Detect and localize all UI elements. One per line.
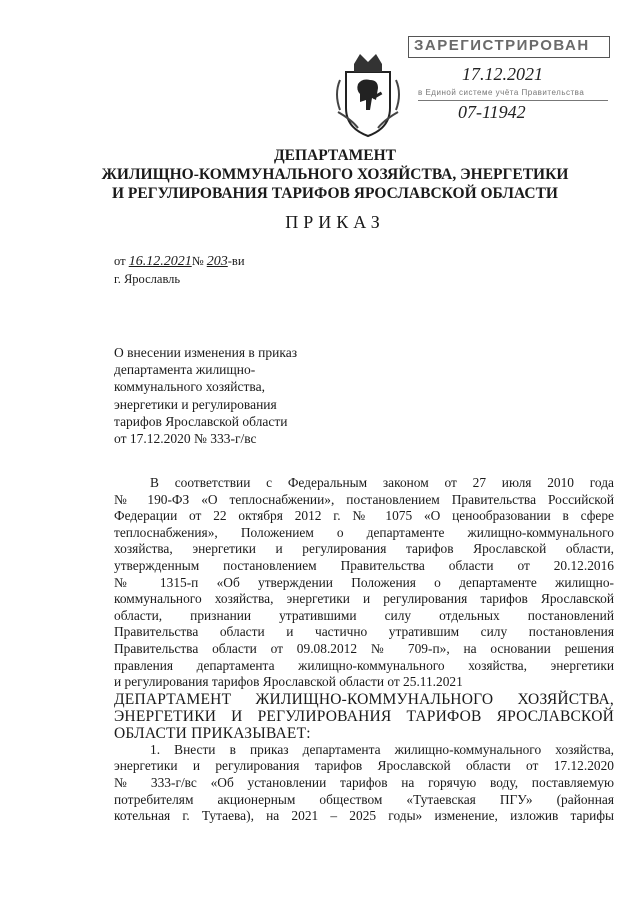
order-subject bbox=[114, 344, 344, 447]
order-body bbox=[114, 475, 614, 825]
body-line: энергетики и регулирования тарифов Ярославской области от 17.12.2020 bbox=[114, 758, 614, 774]
body-line: Федерации от 22 октября 2012 г. № 1075 «О ценообразовании в сфере bbox=[114, 508, 614, 524]
body-line: В соответствии с Федеральным законом от 27 июля 2010 года bbox=[150, 475, 614, 490]
department-title-line-1: ДЕПАРТАМЕНТ bbox=[273, 147, 397, 164]
document-type: ПРИКАЗ bbox=[285, 212, 385, 232]
body-line: теплоснабжения», Положением о департаменте жилищно-коммунального bbox=[114, 524, 614, 540]
body-line: Правительства области от 09.08.2012 № 709-п», на основании решения bbox=[114, 640, 614, 656]
body-line: № 1315-п «Об утверждении Положения о департаменте жилищно- bbox=[114, 574, 614, 590]
order-city: г. Ярославль bbox=[114, 272, 181, 286]
stamp-title: ЗАРЕГИСТРИРОВАН bbox=[414, 37, 590, 54]
body-line: котельная г. Тутаева), на 2021 – 2025 годы» изменение, изложив тарифы bbox=[114, 808, 614, 824]
order-from-label: от bbox=[114, 254, 129, 268]
stamp-number: 07-11942 bbox=[458, 102, 526, 122]
body-line: потребителям акционерным обществом «Тутаевская ПГУ» (районная bbox=[114, 791, 614, 807]
stamp-date: 17.12.2021 bbox=[462, 64, 543, 84]
body-line: № 190-ФЗ «О теплоснабжении», постановлением Правительства Российской bbox=[114, 491, 614, 507]
body-line: коммунального хозяйства, энергетики и регулирования тарифов Ярославской bbox=[114, 591, 614, 607]
orders-heading-line: ДЕПАРТАМЕНТ ЖИЛИЩНО-КОММУНАЛЬНОГО ХОЗЯЙСТВА, bbox=[114, 690, 614, 708]
body-line: правления департамента жилищно-коммунального хозяйства, энергетики bbox=[114, 657, 614, 673]
order-number: 203 bbox=[206, 254, 228, 269]
orders-heading-line: ОБЛАСТИ ПРИКАЗЫВАЕТ: bbox=[114, 724, 311, 742]
body-line: области, признании утратившими силу отдельных постановлений bbox=[114, 607, 614, 623]
subject-line: коммунального хозяйства, bbox=[114, 379, 265, 395]
registration-stamp bbox=[408, 36, 614, 126]
order-date-number bbox=[114, 254, 245, 270]
subject-line: от 17.12.2020 № 333-г/вс bbox=[114, 431, 257, 447]
order-number-suffix: -ви bbox=[227, 254, 245, 268]
subject-line: департамента жилищно- bbox=[114, 362, 256, 378]
order-number-label: № bbox=[191, 254, 207, 268]
body-line: 1. Внести в приказ департамента жилищно-коммунального хозяйства, bbox=[150, 741, 614, 757]
body-line: утвержденным постановлением Правительства области от 20.12.2016 bbox=[114, 557, 614, 573]
subject-line: тарифов Ярославской области bbox=[114, 413, 288, 429]
body-line: Правительства области и частично утратившим силу постановления bbox=[114, 624, 614, 640]
subject-line: О внесении изменения в приказ bbox=[114, 345, 298, 360]
body-line: хозяйства, энергетики и регулирования тарифов Ярославской области, bbox=[114, 541, 614, 557]
stamp-divider bbox=[418, 100, 608, 101]
coat-of-arms-icon bbox=[332, 50, 404, 140]
stamp-subtitle: в Единой системе учёта Правительства bbox=[418, 88, 585, 97]
department-title-line-2: ЖИЛИЩНО-КОММУНАЛЬНОГО ХОЗЯЙСТВА, ЭНЕРГЕТИКИ bbox=[101, 166, 569, 183]
department-title-line-3: И РЕГУЛИРОВАНИЯ ТАРИФОВ ЯРОСЛАВСКОЙ ОБЛАСТИ bbox=[112, 185, 558, 202]
body-line: и регулирования тарифов Ярославской области от 25.11.2021 bbox=[114, 674, 463, 690]
body-line: № 333-г/вс «Об установлении тарифов на горячую воду, поставляемую bbox=[114, 774, 614, 790]
subject-line: энергетики и регулирования bbox=[114, 396, 277, 412]
orders-heading-line: ЭНЕРГЕТИКИ И РЕГУЛИРОВАНИЯ ТАРИФОВ ЯРОСЛАВСКОЙ bbox=[114, 707, 614, 725]
order-date: 16.12.2021 bbox=[128, 254, 192, 269]
